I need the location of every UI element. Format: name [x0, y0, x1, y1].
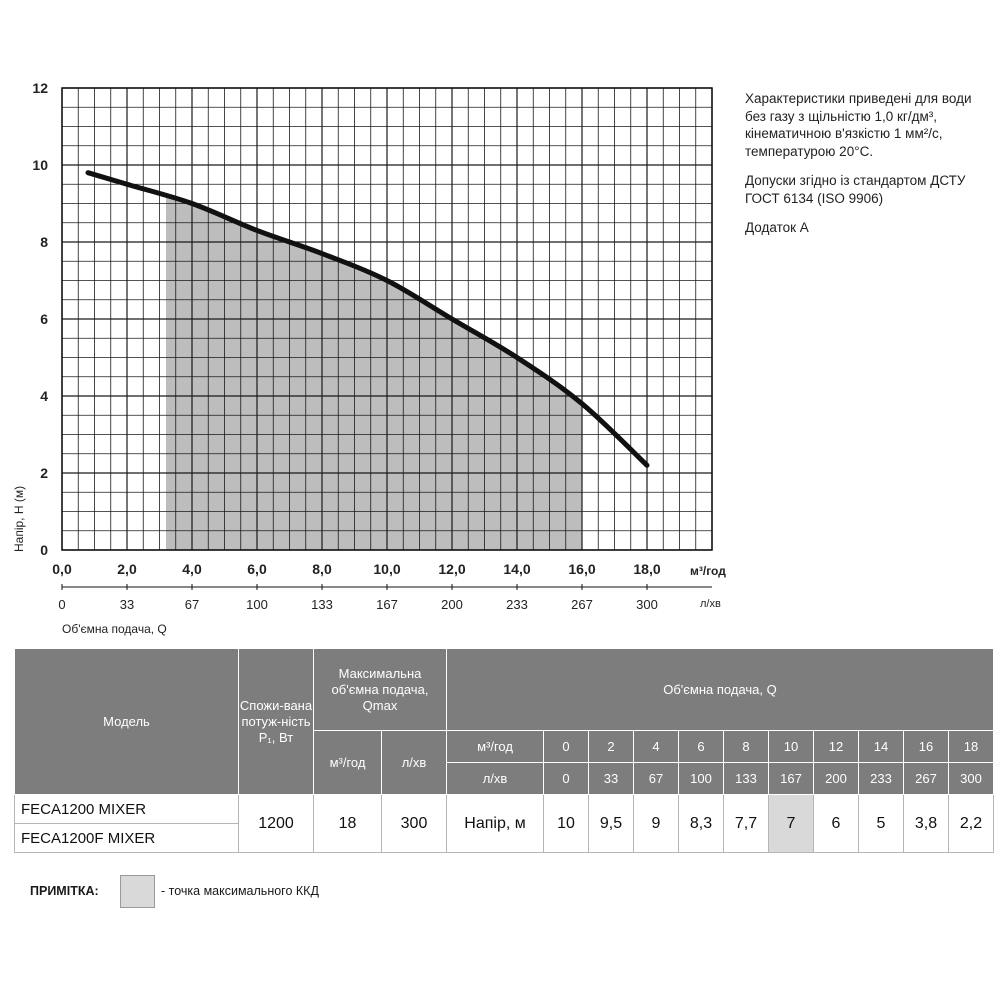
flow-m3-cell: 6: [679, 731, 724, 763]
header-qmax: Максимальна об'ємна подача, Qmax: [314, 649, 447, 731]
chart-gridlines: [62, 88, 712, 550]
flow-lmin-cell: 67: [634, 763, 679, 795]
flow-m3-cell: 4: [634, 731, 679, 763]
working-range-area: [166, 198, 582, 550]
y-tick-label: 12: [32, 80, 48, 96]
flow-m3-cell: 16: [904, 731, 949, 763]
spec-table: [14, 648, 994, 853]
flow-m3-cell: 10: [769, 731, 814, 763]
head-value: 6: [814, 795, 859, 853]
x-tick-label: 4,0: [182, 561, 202, 577]
y-tick-label: 0: [40, 542, 48, 558]
x2-tick-label: 67: [184, 597, 200, 612]
head-value: 9: [634, 795, 679, 853]
flow-m3-cell: 14: [859, 731, 904, 763]
qmax-lmin-value: 300: [382, 795, 447, 853]
y-tick-label: 8: [40, 234, 48, 250]
y-tick-label: 10: [32, 157, 48, 173]
x-tick-label: 16,0: [568, 561, 596, 577]
x2-unit-label: л/хв: [700, 598, 721, 610]
head-value: 2,2: [949, 795, 994, 853]
y-tick-label: 6: [40, 311, 48, 327]
head-label: Напір, м: [447, 795, 544, 853]
notes-conditions: Характеристики приведені для води без газу з щільністю 1,0 кг/дм³, кінематичною в'язкістю 1 мм²/с, температурою 20°С.: [745, 91, 972, 159]
x2-tick-label: 200: [441, 597, 463, 612]
x-tick-label: 2,0: [117, 561, 137, 577]
flow-m3-cell: 8: [724, 731, 769, 763]
model-name: FECA1200 MIXER: [15, 795, 239, 824]
flow-lmin-cell: 267: [904, 763, 949, 795]
x-tick-label: 0,0: [52, 561, 72, 577]
x2-tick-label: 300: [636, 597, 658, 612]
flow-lmin-cell: 167: [769, 763, 814, 795]
x-unit-label: м³/год: [690, 564, 726, 578]
y-tick-label: 4: [40, 388, 48, 404]
flow-lmin-cell: 300: [949, 763, 994, 795]
header-model: Модель: [15, 649, 239, 795]
head-value: 9,5: [589, 795, 634, 853]
header-flow: Об'ємна подача, Q: [447, 649, 994, 731]
flow-m3-cell: 2: [589, 731, 634, 763]
flow-m3-cell: 12: [814, 731, 859, 763]
head-value-best-efficiency: 7: [769, 795, 814, 853]
x-tick-label: 10,0: [373, 561, 401, 577]
test-conditions-notes: [745, 90, 990, 249]
x2-tick-label: 0: [58, 597, 66, 612]
notes-appendix: Додаток А: [745, 220, 809, 235]
x2-tick-label: 167: [376, 597, 398, 612]
header-qmax-m3: м³/год: [314, 731, 382, 795]
model-name: FECA1200F MIXER: [15, 824, 239, 853]
header-power: Спожи-вана потуж-ність Р₁, Вт: [239, 649, 314, 795]
x-axis-label: Об'ємна подача, Q: [62, 622, 167, 636]
qmax-m3-value: 18: [314, 795, 382, 853]
notes-tolerance: Допуски згідно із стандартом ДСТУ ГОСТ 6134 (ISO 9906): [745, 173, 966, 206]
note-label: ПРИМІТКА:: [30, 884, 99, 898]
y-tick-label: 2: [40, 465, 48, 481]
flow-lmin-cell: 133: [724, 763, 769, 795]
flow-lmin-cell: 233: [859, 763, 904, 795]
x2-tick-label: 33: [119, 597, 135, 612]
flow-lmin-cell: 33: [589, 763, 634, 795]
x-tick-label: 6,0: [247, 561, 267, 577]
header-row-lmin: л/хв: [447, 763, 544, 795]
head-value: 3,8: [904, 795, 949, 853]
x2-tick-label: 100: [246, 597, 268, 612]
best-efficiency-swatch: [120, 875, 155, 908]
power-value: 1200: [239, 795, 314, 853]
x-tick-label: 18,0: [633, 561, 661, 577]
header-row-m3: м³/год: [447, 731, 544, 763]
header-qmax-lmin: л/хв: [382, 731, 447, 795]
flow-m3-cell: 18: [949, 731, 994, 763]
head-value: 5: [859, 795, 904, 853]
legend-note: [30, 874, 319, 908]
flow-m3-cell: 0: [544, 731, 589, 763]
head-value: 10: [544, 795, 589, 853]
x2-tick-label: 233: [506, 597, 528, 612]
flow-lmin-cell: 0: [544, 763, 589, 795]
flow-lmin-cell: 200: [814, 763, 859, 795]
note-text: - точка максимального ККД: [161, 884, 319, 898]
x2-tick-label: 133: [311, 597, 333, 612]
x-tick-label: 8,0: [312, 561, 332, 577]
head-value: 7,7: [724, 795, 769, 853]
x2-tick-label: 267: [571, 597, 593, 612]
x-tick-label: 14,0: [503, 561, 531, 577]
x-tick-label: 12,0: [438, 561, 466, 577]
flow-lmin-cell: 100: [679, 763, 724, 795]
y-axis-label: Напір, Н (м): [12, 485, 26, 552]
head-value: 8,3: [679, 795, 724, 853]
